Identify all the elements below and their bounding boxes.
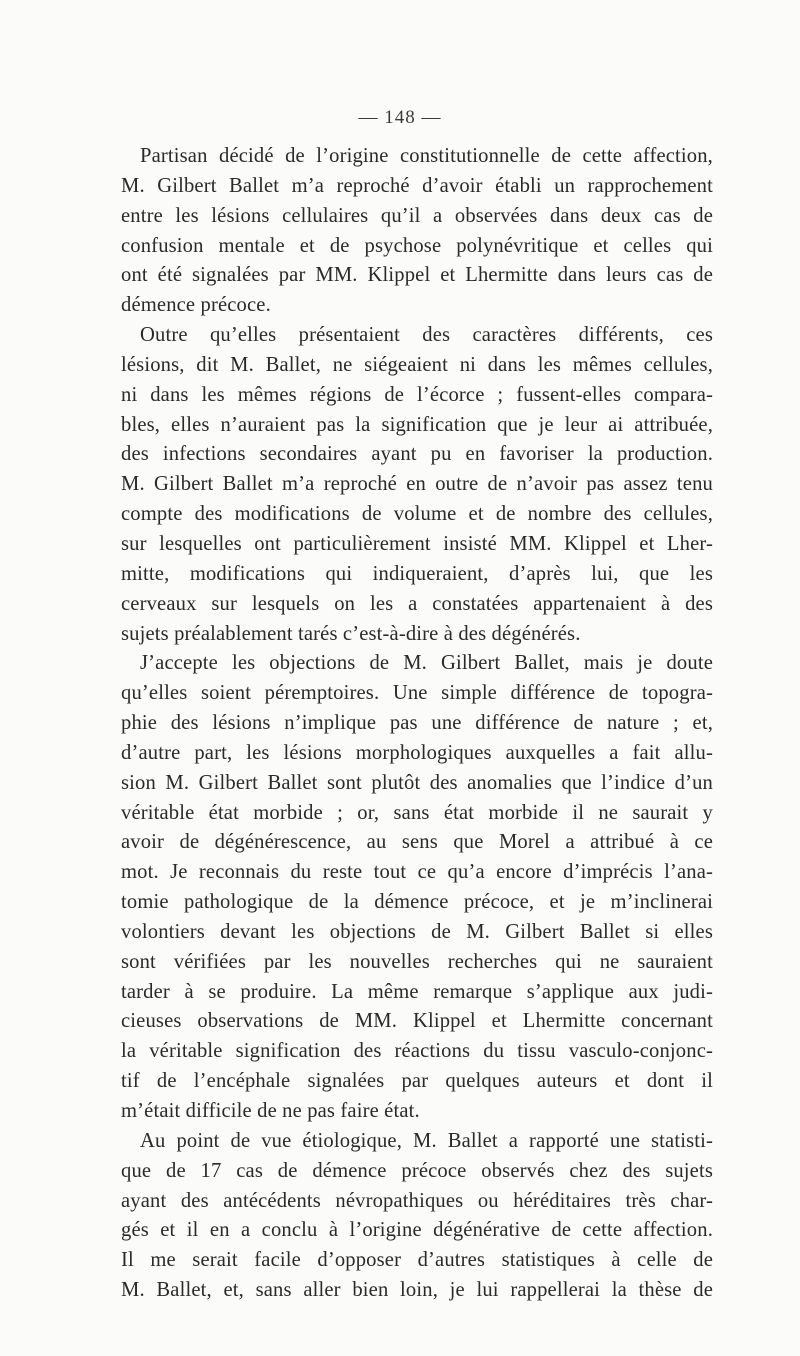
text-line: M. Ballet, et, sans aller bien loin, je lui rappellerai la thèse de — [121, 1279, 713, 1302]
text-line: avoir de dégénérescence, au sens que Morel a attribué à ce — [121, 831, 713, 854]
text-line: lésions, dit M. Ballet, ne siégeaient ni dans les mêmes cellules, — [121, 353, 713, 376]
text-line: sont vérifiées par les nouvelles recherches qui ne sauraient — [121, 950, 713, 973]
text-line: Au point de vue étiologique, M. Ballet a rapporté une statisti- — [140, 1129, 713, 1152]
text-line: confusion mentale et de psychose polynévritique et celles qui — [121, 234, 713, 257]
text-line: entre les lésions cellulaires qu’il a observées dans deux cas de — [121, 204, 713, 227]
text-line: véritable état morbide ; or, sans état morbide il ne saurait y — [121, 801, 713, 824]
text-line: tif de l’encéphale signalées par quelques auteurs et dont il — [121, 1070, 713, 1093]
text-line: ni dans les mêmes régions de l’écorce ; fussent-elles compara- — [121, 383, 713, 406]
text-line: sion M. Gilbert Ballet sont plutôt des anomalies que l’indice d’un — [121, 771, 713, 794]
text-line: sujets préalablement tarés c’est-à-dire à des dégénérés. — [121, 622, 581, 645]
text-line: tarder à se produire. La même remarque s’applique aux judi- — [121, 980, 713, 1003]
text-line: Il me serait facile d’opposer d’autres statistiques à celle de — [121, 1249, 713, 1272]
text-line: des infections secondaires ayant pu en favoriser la production. — [121, 443, 713, 466]
page-number: — 148 — — [358, 107, 442, 128]
text-line: phie des lésions n’implique pas une différence de nature ; et, — [121, 712, 713, 735]
body-text — [121, 142, 713, 1306]
text-line: bles, elles n’auraient pas la signification que je leur ai attribuée, — [121, 413, 713, 436]
text-line: cieuses observations de MM. Klippel et Lhermitte concernant — [121, 1010, 713, 1033]
text-line: M. Gilbert Ballet m’a reproché en outre de n’avoir pas assez tenu — [121, 473, 713, 496]
text-line: mitte, modifications qui indiqueraient, d’après lui, que les — [121, 562, 713, 585]
text-line: mot. Je reconnais du reste tout ce qu’a encore d’imprécis l’ana- — [121, 861, 713, 884]
text-line: Partisan décidé de l’origine constitutionnelle de cette affection, — [140, 145, 713, 167]
text-line: Outre qu’elles présentaient des caractères différents, ces — [140, 324, 713, 347]
text-line: M. Gilbert Ballet m’a reproché d’avoir établi un rapprochement — [121, 174, 713, 197]
text-line: d’autre part, les lésions morphologiques auxquelles a fait allu- — [121, 741, 713, 764]
text-line: sur lesquelles ont particulièrement insisté MM. Klippel et Lher- — [121, 532, 713, 555]
text-line: que de 17 cas de démence précoce observés chez des sujets — [121, 1159, 713, 1182]
text-line: m’était difficile de ne pas faire état. — [121, 1100, 420, 1122]
text-line: ont été signalées par MM. Klippel et Lhermitte dans leurs cas de — [121, 264, 713, 287]
text-line: gés et il en a conclu à l’origine dégénérative de cette affection. — [121, 1219, 713, 1242]
text-line: ayant des antécédents névropathiques ou héréditaires très char- — [121, 1189, 713, 1212]
text-line: qu’elles soient péremptoires. Une simple différence de topogra- — [121, 682, 713, 705]
text-line: volontiers devant les objections de M. Gilbert Ballet si elles — [121, 920, 713, 943]
text-line: cerveaux sur lesquels on les a constatées appartenaient à des — [121, 592, 713, 615]
text-line: tomie pathologique de la démence précoce, et je m’inclinerai — [121, 891, 713, 914]
text-line: J’accepte les objections de M. Gilbert Ballet, mais je doute — [140, 652, 713, 675]
text-line: compte des modifications de volume et de nombre des cellules, — [121, 503, 713, 526]
text-line: démence précoce. — [121, 294, 271, 317]
text-line: la véritable signification des réactions du tissu vasculo-conjonc- — [121, 1040, 713, 1063]
